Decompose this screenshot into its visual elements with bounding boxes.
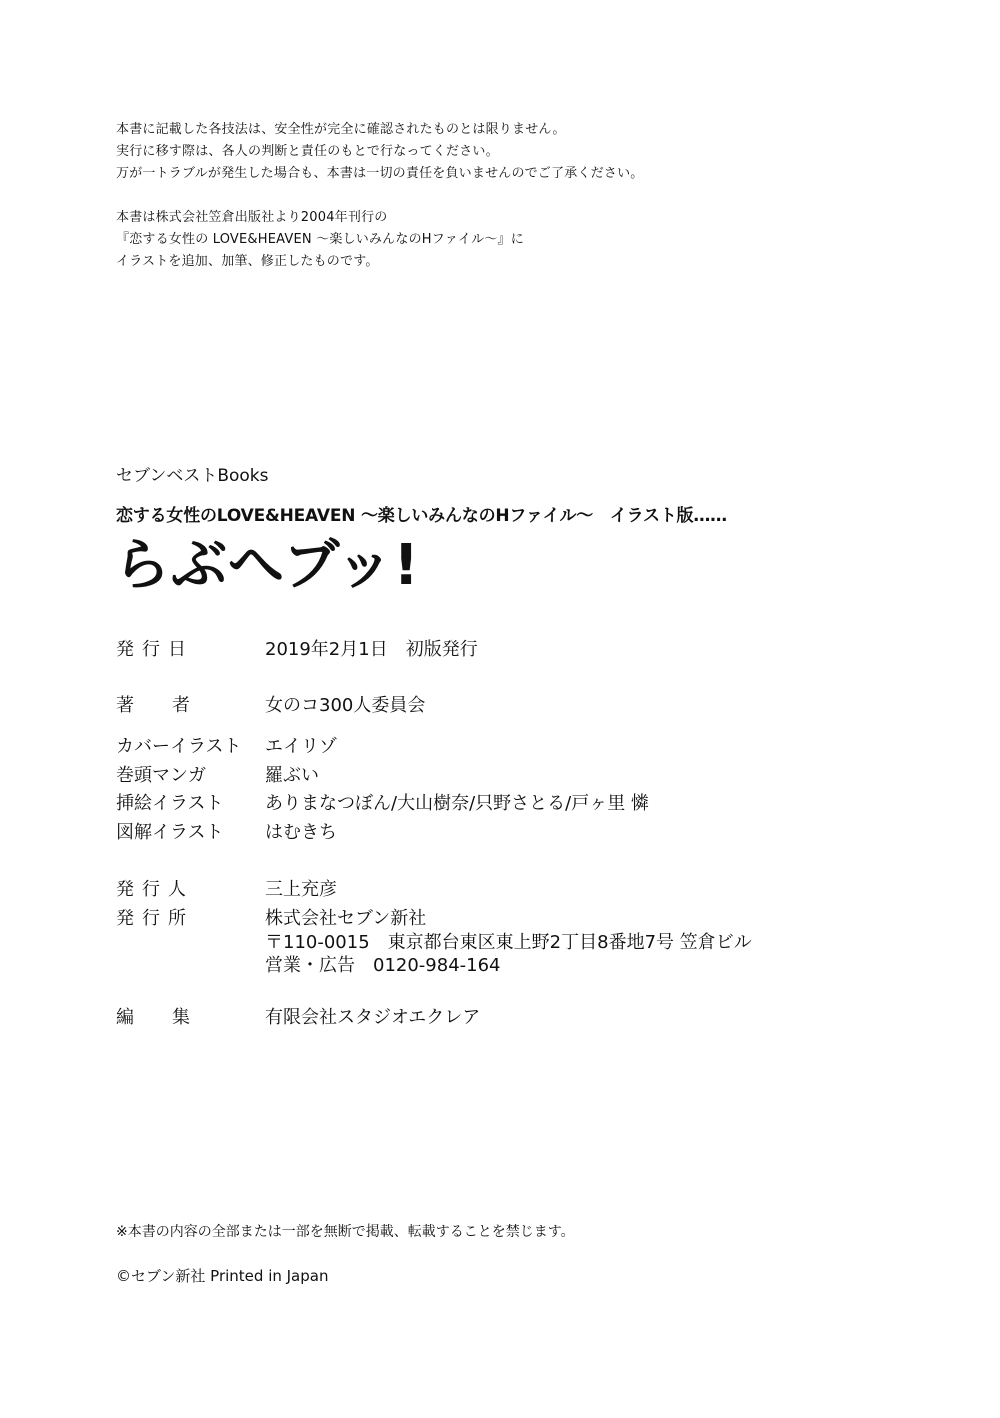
issue-date-label: 発行日 (116, 639, 194, 660)
disclaimer-line: 本書に記載した各技法は、安全性が完全に確認されたものとは限りません。 (116, 122, 566, 137)
publisher-office-value: 株式会社セブン新社 (265, 908, 427, 929)
series-name: セブンベストBooks (116, 466, 269, 486)
reproduction-notice: ※本書の内容の全部または一部を無断で掲載、転載することを禁じます。 (116, 1224, 575, 1240)
disclaimer-notice (116, 119, 643, 185)
diagram-illust-label: 図解イラスト (116, 822, 224, 843)
book-subtitle: 恋する女性のLOVE&HEAVEN 〜楽しいみんなのHファイル〜 イラスト版…… (116, 506, 727, 526)
publisher-address: 〒110-0015 東京都台東区東上野2丁目8番地7号 笠倉ビル (265, 932, 752, 953)
author-value: 女のコ300人委員会 (265, 695, 426, 716)
publisher-person-label: 発行人 (116, 879, 194, 900)
editor-label: 編集 (116, 1007, 228, 1028)
author-label: 著者 (116, 695, 228, 716)
opening-manga-value: 羅ぶい (265, 765, 319, 786)
origin-notice (116, 207, 524, 273)
disclaimer-line: 実行に移す際は、各人の判断と責任のもとで行なってください。 (116, 144, 499, 159)
diagram-illust-value: はむきち (265, 822, 337, 843)
illustrations-label: 挿絵イラスト (116, 793, 224, 814)
cover-illust-value: エイリゾ (265, 736, 337, 757)
editor-value: 有限会社スタジオエクレア (265, 1007, 481, 1028)
publisher-phone: 営業・広告 0120-984-164 (265, 955, 501, 976)
copyright-line: ©セブン新社 Printed in Japan (116, 1267, 329, 1285)
publisher-office-label: 発行所 (116, 908, 194, 929)
issue-date-value: 2019年2月1日 初版発行 (265, 639, 478, 660)
book-title: らぶへブッ! (114, 533, 420, 598)
publisher-person-value: 三上充彦 (265, 879, 337, 900)
disclaimer-line: 万が一トラブルが発生した場合も、本書は一切の責任を負いませんのでご了承ください。 (116, 166, 644, 181)
opening-manga-label: 巻頭マンガ (116, 765, 206, 786)
origin-line: 『恋する女性の LOVE&HEAVEN 〜楽しいみんなのHファイル〜』に (116, 232, 524, 247)
origin-line: イラストを追加、加筆、修正したものです。 (116, 254, 379, 269)
origin-line: 本書は株式会社笠倉出版社より2004年刊行の (116, 210, 388, 225)
illustrations-value: ありまなつぼん/大山樹奈/只野さとる/戸ヶ里 憐 (265, 793, 649, 814)
cover-illust-label: カバーイラスト (116, 736, 242, 757)
